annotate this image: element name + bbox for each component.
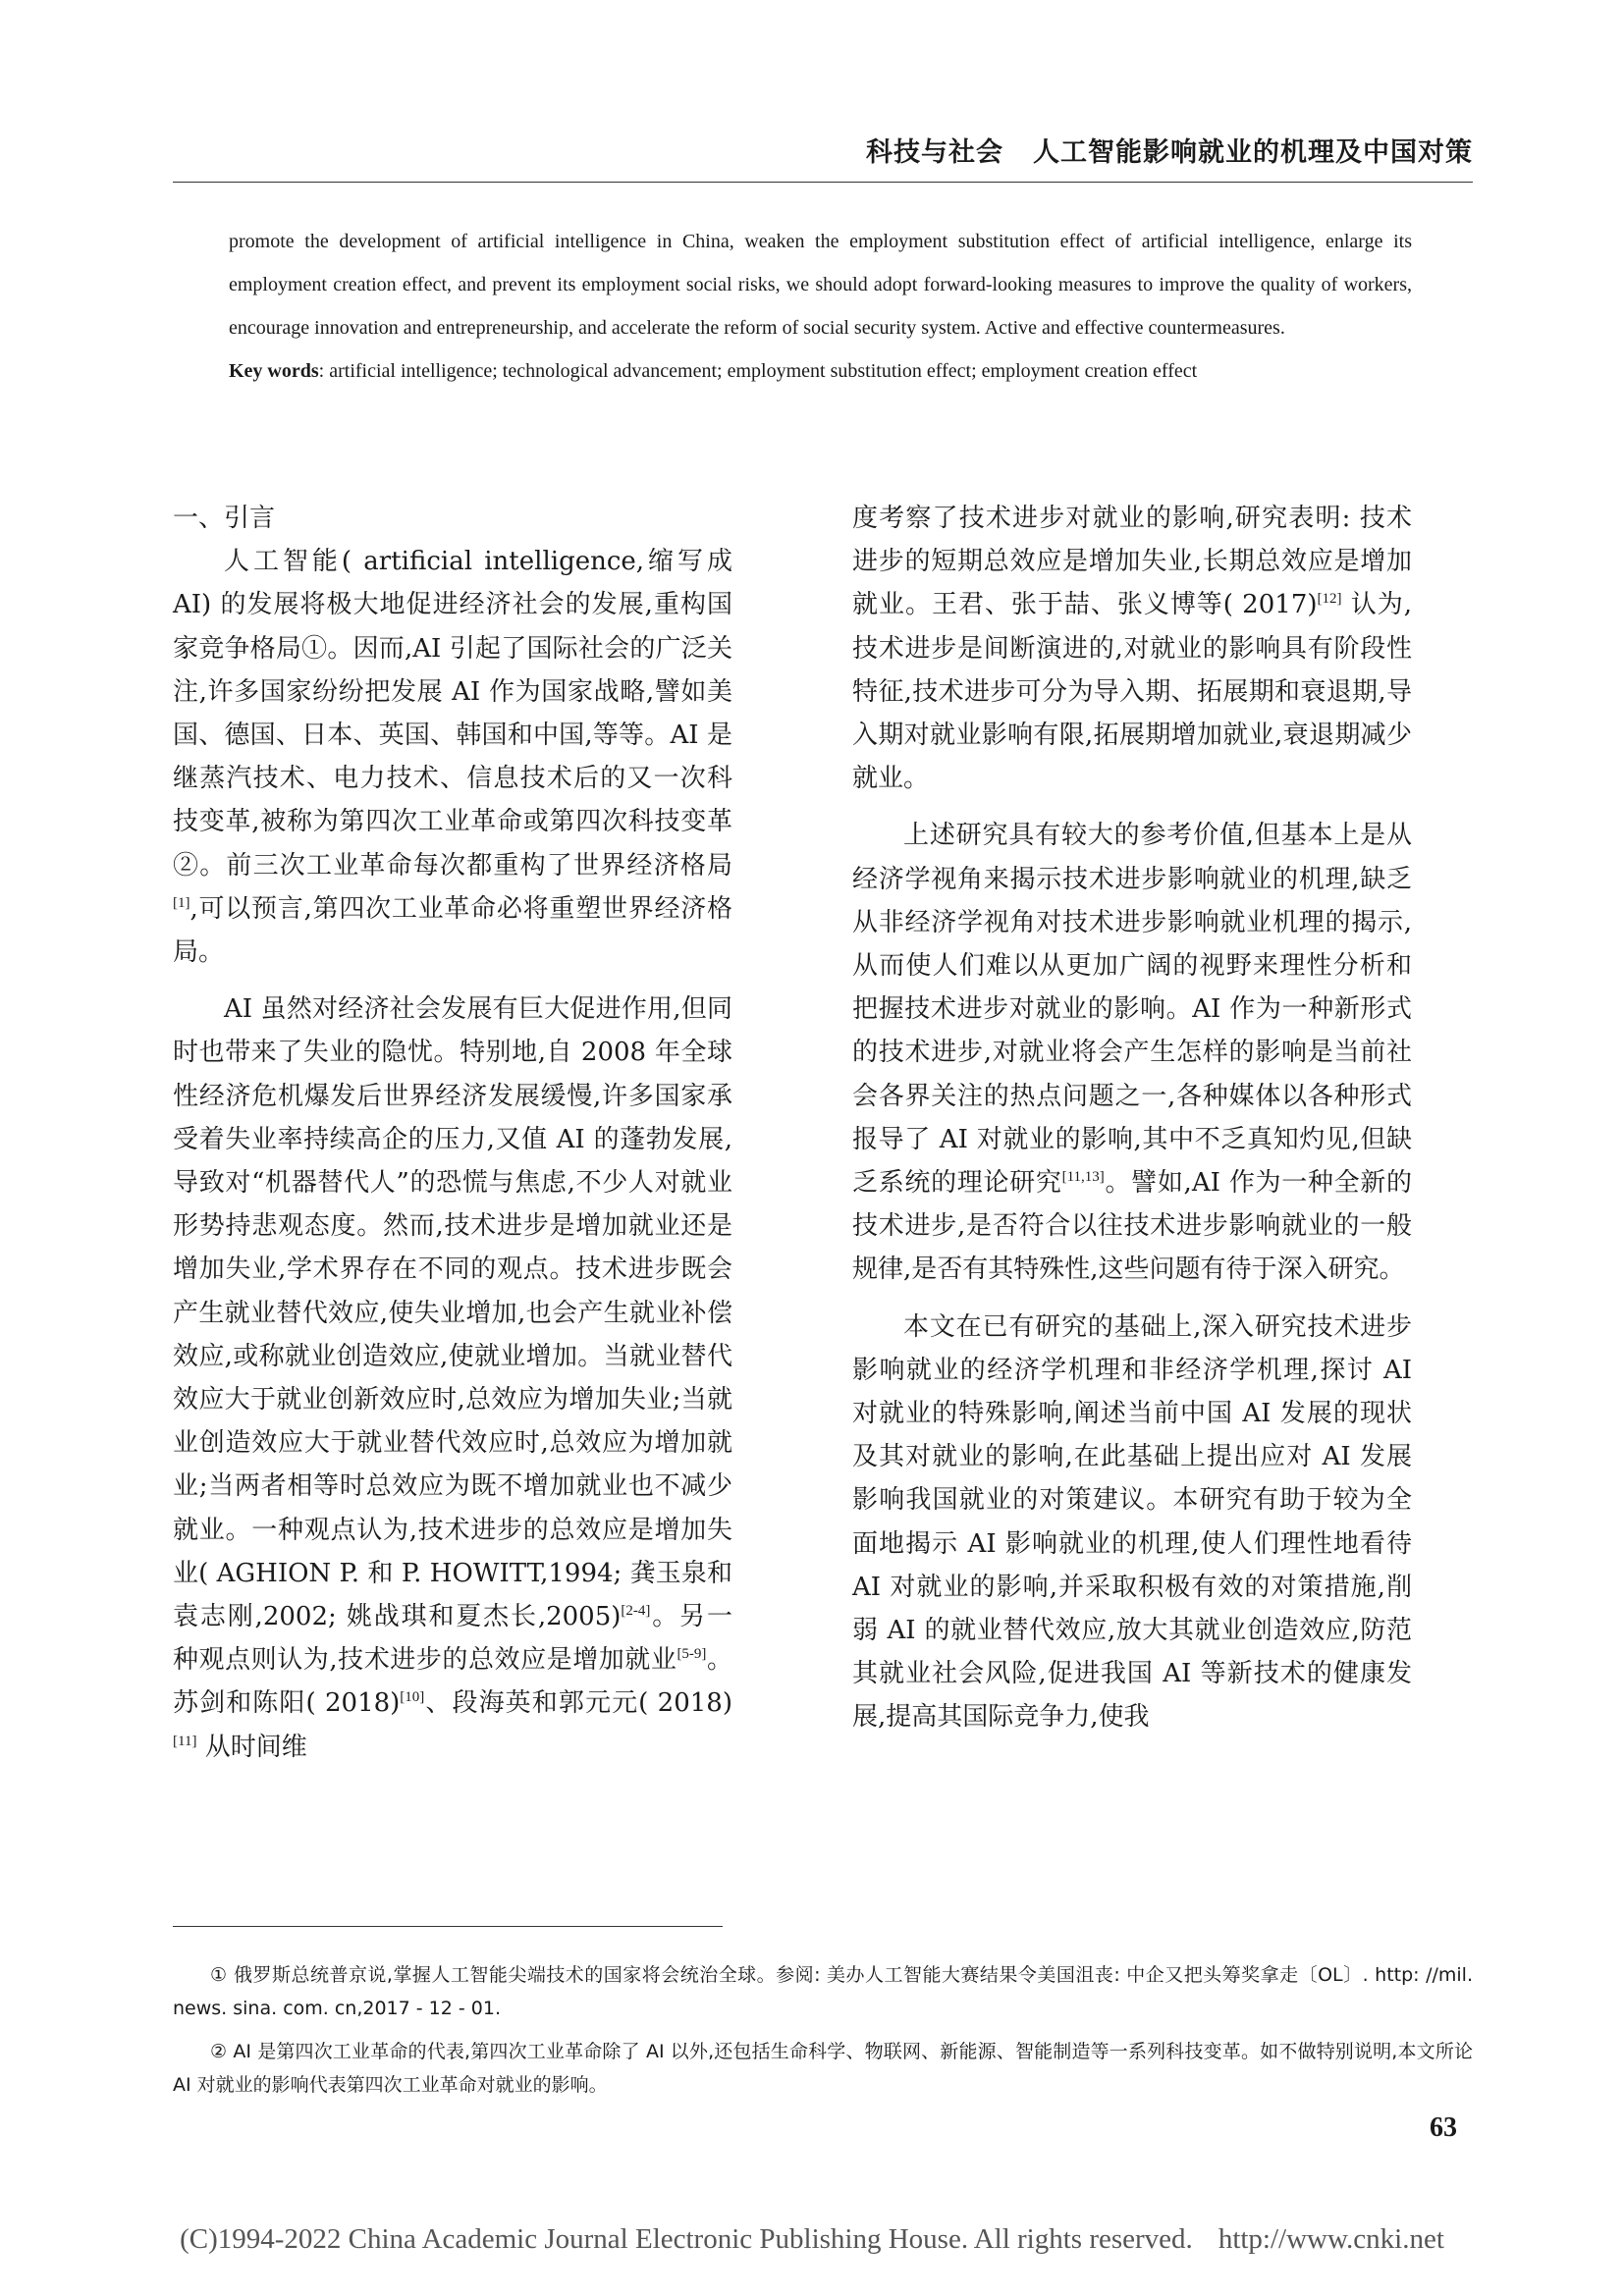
footnote-marker[interactable]: ② (173, 850, 200, 881)
text-run: 。苏剑和陈阳( 2018) (173, 1645, 732, 1719)
text-run: 度考察了技术进步对就业的影响,研究表明: 技术进步的短期总效应是增加失业,长期总效应是增加就业。王君、张于喆、张义博等( 2017) (852, 504, 1412, 620)
text-run: 。另一种观点则认为,技术进步的总效应是增加就业 (173, 1602, 732, 1676)
keywords-label: Key words (229, 360, 319, 382)
journal-section: 科技与社会 (866, 137, 1003, 168)
text-run: ,可以预言,第四次工业革命必将重塑世界经济格局。 (173, 893, 732, 968)
footnote-2: ② AI 是第四次工业革命的代表,第四次工业革命除了 AI 以外,还包括生命科学、物联网、新能源、智能制造等一系列科技变革。如不做特别说明,本文所论 AI 对就业的影响代表第四次工业革命对就业的影响。 (173, 2041, 1473, 2096)
citation-ref[interactable]: [12] (1317, 591, 1342, 608)
text-run: 、段海英和郭元元( 2018) (424, 1688, 732, 1719)
footnotes (173, 1958, 1473, 2111)
citation-ref[interactable]: [11,13] (1061, 1169, 1105, 1186)
text-run: 。譬如,AI 作为一种全新的技术进步,是否符合以往技术进步影响就业的一般规律,是否有其特殊性,这些问题有待于深入研究。 (852, 1168, 1412, 1285)
citation-ref[interactable]: [10] (400, 1689, 425, 1706)
header-rule (173, 182, 1473, 183)
footnote-marker[interactable]: ① (301, 633, 328, 664)
paragraph (852, 814, 1412, 1291)
text-run: 上述研究具有较大的参考价值,但基本上是从经济学视角来揭示技术进步影响就业的机理,缺乏从非经济学视角对技术进步影响就业机理的揭示,从而使人们难以从更加广阔的视野来理性分析和把握技术进步对就业的影响。AI 作为一种新形式的技术进步,对就业将会产生怎样的影响是当前社会各界关注的热点问题之一,各种媒体以各种形式报导了 AI 对就业的影响,其中不乏真知灼见,但缺乏系统的理论研究 (852, 821, 1412, 1199)
keywords (229, 349, 1412, 393)
footnote-rule (173, 1926, 723, 1927)
paragraph: 本文在已有研究的基础上,深入研究技术进步影响就业的经济学机理和非经济学机理,探讨 AI 对就业的特殊影响,阐述当前中国 AI 发展的现状及其对就业的影响,在此基础上提出应对 AI 发展影响我国就业的对策建议。本研究有助于较为全面地揭示 AI 影响就业的机理,使人们理性地看待 AI 对就业的影响,并采取积极有效的对策措施,削弱 AI 的就业替代效应,放大其就业创造效应,防范其就业社会风险,促进我国 AI 等新技术的健康发展,提高其国际竞争力,使我 (852, 1311, 1412, 1733)
text-run: 认为,技术进步是间断演进的,对就业的影响具有阶段性特征,技术进步可分为导入期、拓展期和衰退期,导入期对就业影响有限,拓展期增加就业,衰退期减少就业。 (852, 590, 1412, 794)
text-run: 人工智能( artificial intelligence,缩写成 AI) 的发展将极大地促进经济社会的发展,重构国家竞争格局 (173, 547, 732, 664)
citation-ref[interactable]: [2-4] (621, 1603, 651, 1620)
paragraph (852, 497, 1412, 800)
footnote-1: ① 俄罗斯总统普京说,掌握人工智能尖端技术的国家将会统治全球。参阅: 美办人工智能大赛结果令美国沮丧: 中企又把头筹奖拿走〔OL〕. http: //mil. news. sina. com. cn,2017 - 12 - 01. (173, 1964, 1473, 2019)
section-heading: 一、引言 (173, 504, 276, 533)
copyright-notice (0, 2223, 1624, 2256)
paragraph (173, 988, 732, 1769)
abstract-block (229, 220, 1412, 393)
text-run: 。因而,AI 引起了国际社会的广泛关注,许多国家纷纷把发展 AI 作为国家战略,譬如美国、德国、日本、英国、韩国和中国,等等。AI 是继蒸汽技术、电力技术、信息技术后的又一次科技变革,被称为第四次工业革命或第四次科技变革 (173, 633, 732, 837)
keywords-text: : artificial intelligence; technological advancement; employment substitution effect; employment creation effect (318, 360, 1198, 382)
citation-ref[interactable]: [11] (173, 1733, 197, 1749)
cnki-link[interactable]: http://www.cnki.net (1218, 2223, 1444, 2255)
running-head (173, 131, 1473, 169)
citation-ref[interactable]: [1] (173, 894, 190, 911)
article-title: 人工智能影响就业的机理及中国对策 (1033, 137, 1473, 168)
right-column (852, 497, 1412, 1739)
page-number: 63 (1430, 2112, 1457, 2143)
left-column (173, 497, 732, 1769)
paragraph (173, 540, 732, 974)
text-run: 从时间维 (196, 1732, 307, 1762)
text-run: 。前三次工业革命每次都重构了世界经济格局 (199, 850, 732, 881)
text-run: AI 虽然对经济社会发展有巨大促进作用,但同时也带来了失业的隐忧。特别地,自 2008 年全球性经济危机爆发后世界经济发展缓慢,许多国家承受着失业率持续高企的压力,又值 AI 的蓬勃发展,导致对“机器替代人”的恐慌与焦虑,不少人对就业形势持悲观态度。然而,技术进步是增加就业还是增加失业,学术界存在不同的观点。技术进步既会产生就业替代效应,使失业增加,也会产生就业补偿效应,或称就业创造效应,使就业增加。当就业替代效应大于就业创新效应时,总效应为增加失业;当就业创造效应大于就业替代效应时,总效应为增加就业;当两者相等时总效应为既不增加就业也不减少就业。一种观点认为,技术进步的总效应是增加失业( AGHION P. 和 P. HOWITT,1994; 龚玉泉和袁志刚,2002; 姚战琪和夏杰长,2005) (173, 994, 732, 1632)
citation-ref[interactable]: [5-9] (677, 1646, 707, 1663)
abstract-text: promote the development of artificial intelligence in China, weaken the employment substitution effect of artificial intelligence, enlarge its employment creation effect, and prevent its employment social risks, we should adopt forward-looking measures to improve the quality of workers, encourage innovation and entrepreneurship, and accelerate the reform of social security system. Active and effective countermeasures. (229, 231, 1412, 339)
copyright-text: (C)1994-2022 China Academic Journal Electronic Publishing House. All rights reserved. (180, 2223, 1193, 2255)
